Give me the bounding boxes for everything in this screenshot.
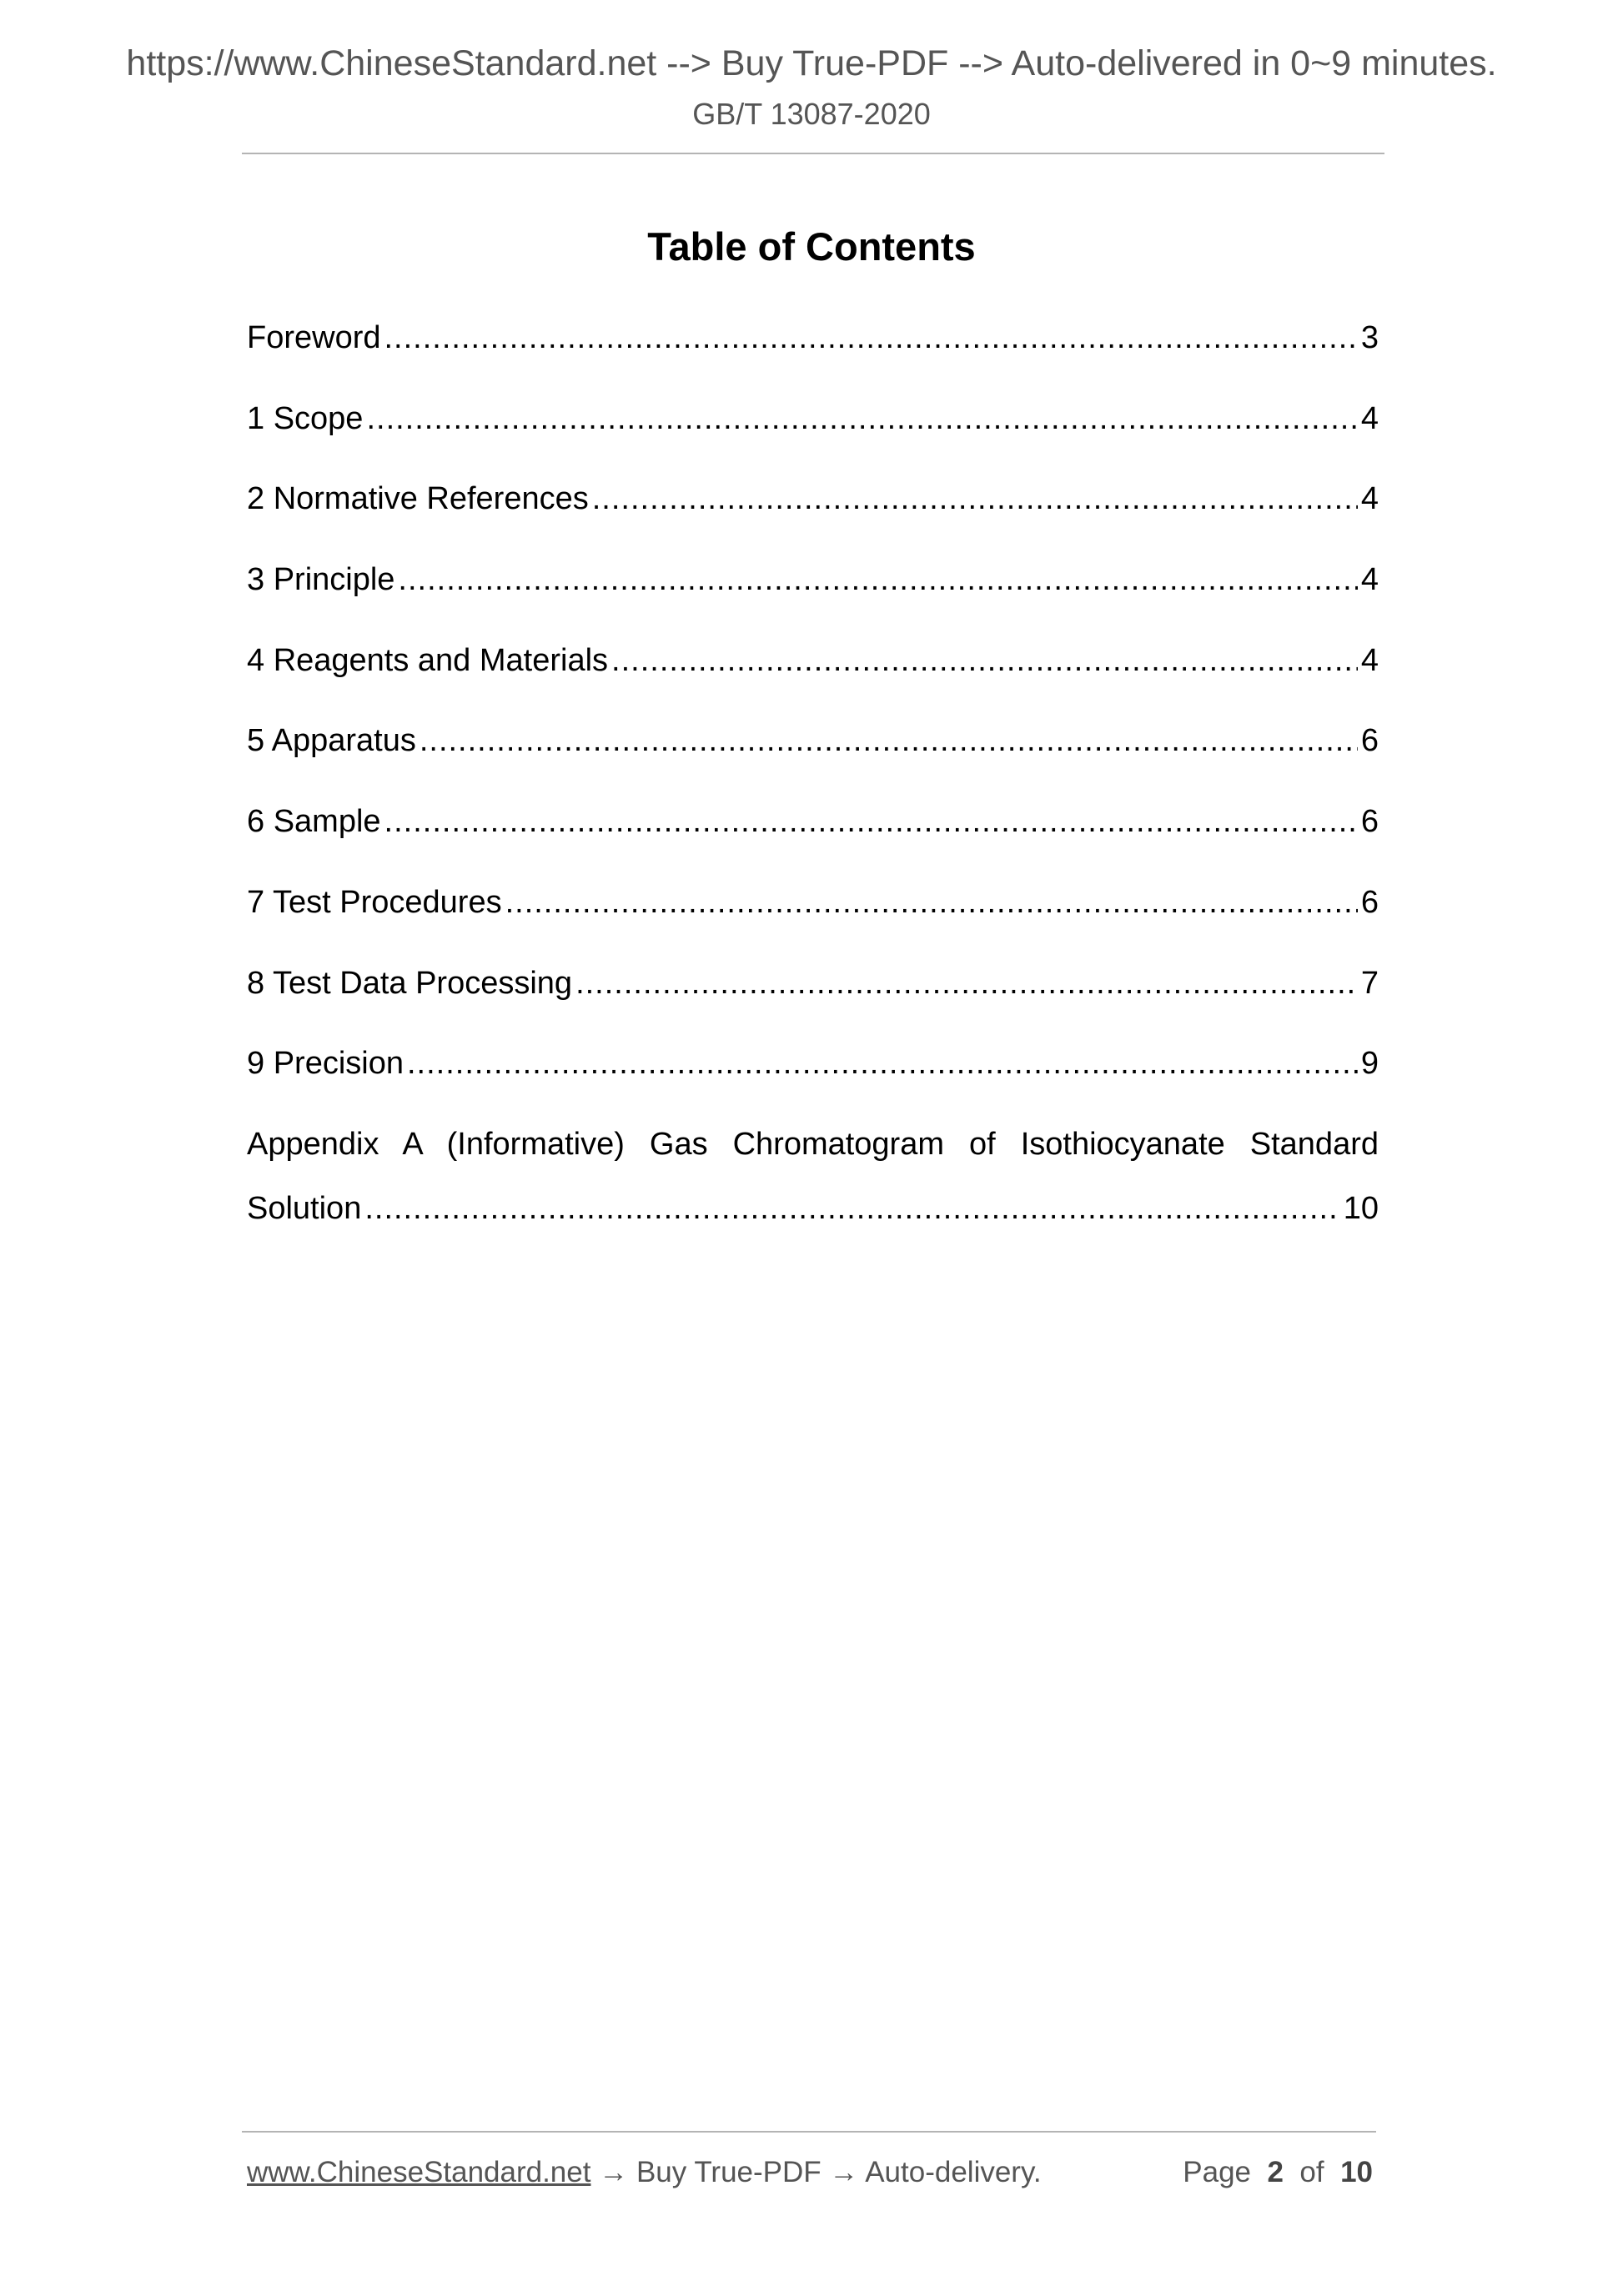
toc-entry-page: 4 (1360, 562, 1379, 598)
toc-leader (611, 631, 1358, 690)
standard-code: GB/T 13087-2020 (692, 97, 931, 131)
total-pages: 10 (1340, 2156, 1373, 2188)
toc-leader (592, 470, 1358, 528)
current-page: 2 (1267, 2156, 1284, 2188)
toc-entry-apparatus[interactable] (247, 711, 1379, 792)
toc-title: Table of Contents (647, 224, 976, 269)
toc-entry-page: 4 (1360, 481, 1379, 517)
toc-leader (407, 1034, 1358, 1093)
header-divider (242, 153, 1384, 154)
toc-leader (384, 792, 1358, 851)
arrow-right-icon: → (599, 2156, 629, 2188)
toc-leader (364, 1179, 1339, 1238)
toc-entry-page: 4 (1360, 400, 1379, 436)
toc-entry-test-procedures[interactable] (247, 873, 1379, 954)
footer-promo (247, 2156, 1042, 2189)
toc-leader (575, 954, 1358, 1012)
toc-entry-principle[interactable] (247, 550, 1379, 631)
toc-entry-label: 2 Normative References (247, 481, 589, 517)
toc-entry-label: 9 Precision (247, 1046, 404, 1082)
footer-divider (242, 2131, 1376, 2133)
of-word: of (1299, 2156, 1324, 2188)
header-url-line: https://www.ChineseStandard.net --> Buy True-PDF --> Auto-delivered in 0~9 minutes. (126, 43, 1497, 83)
toc-entry-appendix-a[interactable] (247, 1115, 1379, 1260)
toc-entry-page: 4 (1360, 642, 1379, 678)
toc-leader (366, 389, 1357, 448)
toc-entry-sample[interactable] (247, 792, 1379, 873)
toc-entry-label: Foreword (247, 320, 381, 355)
toc-list (247, 309, 1379, 1260)
toc-leader (398, 550, 1357, 609)
toc-entry-normative-references[interactable] (247, 470, 1379, 550)
toc-entry-page: 9 (1360, 1046, 1379, 1082)
toc-entry-label: 4 Reagents and Materials (247, 642, 609, 678)
toc-entry-label: 8 Test Data Processing (247, 965, 573, 1001)
toc-entry-label: 7 Test Procedures (247, 884, 502, 920)
toc-entry-page: 6 (1360, 804, 1379, 840)
toc-entry-label: 1 Scope (247, 400, 364, 436)
toc-entry-label-line1: Appendix A (Informative) Gas Chromatogram of Isothiocyanate Standard (247, 1126, 1379, 1162)
footer-site-link[interactable]: www.ChineseStandard.net (247, 2156, 591, 2188)
toc-entry-page: 7 (1360, 965, 1379, 1001)
toc-entry-label: 5 Apparatus (247, 723, 416, 759)
page-word: Page (1183, 2156, 1252, 2188)
toc-entry-foreword[interactable] (247, 309, 1379, 389)
toc-entry-page: 10 (1343, 1190, 1379, 1226)
toc-leader (420, 711, 1358, 770)
footer-buy-text: Buy True-PDF (636, 2156, 822, 2188)
toc-entry-scope[interactable] (247, 389, 1379, 470)
toc-entry-label: 3 Principle (247, 562, 395, 598)
toc-entry-appendix-line2 (247, 1179, 1379, 1260)
toc-entry-label: 6 Sample (247, 804, 381, 840)
toc-entry-test-data-processing[interactable] (247, 954, 1379, 1035)
toc-entry-page: 3 (1360, 320, 1379, 355)
toc-leader (384, 309, 1358, 367)
page-number (1183, 2156, 1373, 2189)
toc-entry-precision[interactable] (247, 1034, 1379, 1115)
toc-entry-label-line2: Solution (247, 1190, 362, 1226)
arrow-right-icon: → (829, 2156, 859, 2188)
toc-leader (505, 873, 1358, 932)
footer-delivery-text: Auto-delivery. (865, 2156, 1042, 2188)
toc-entry-page: 6 (1360, 884, 1379, 920)
toc-entry-page: 6 (1360, 723, 1379, 759)
toc-entry-reagents-materials[interactable] (247, 631, 1379, 712)
